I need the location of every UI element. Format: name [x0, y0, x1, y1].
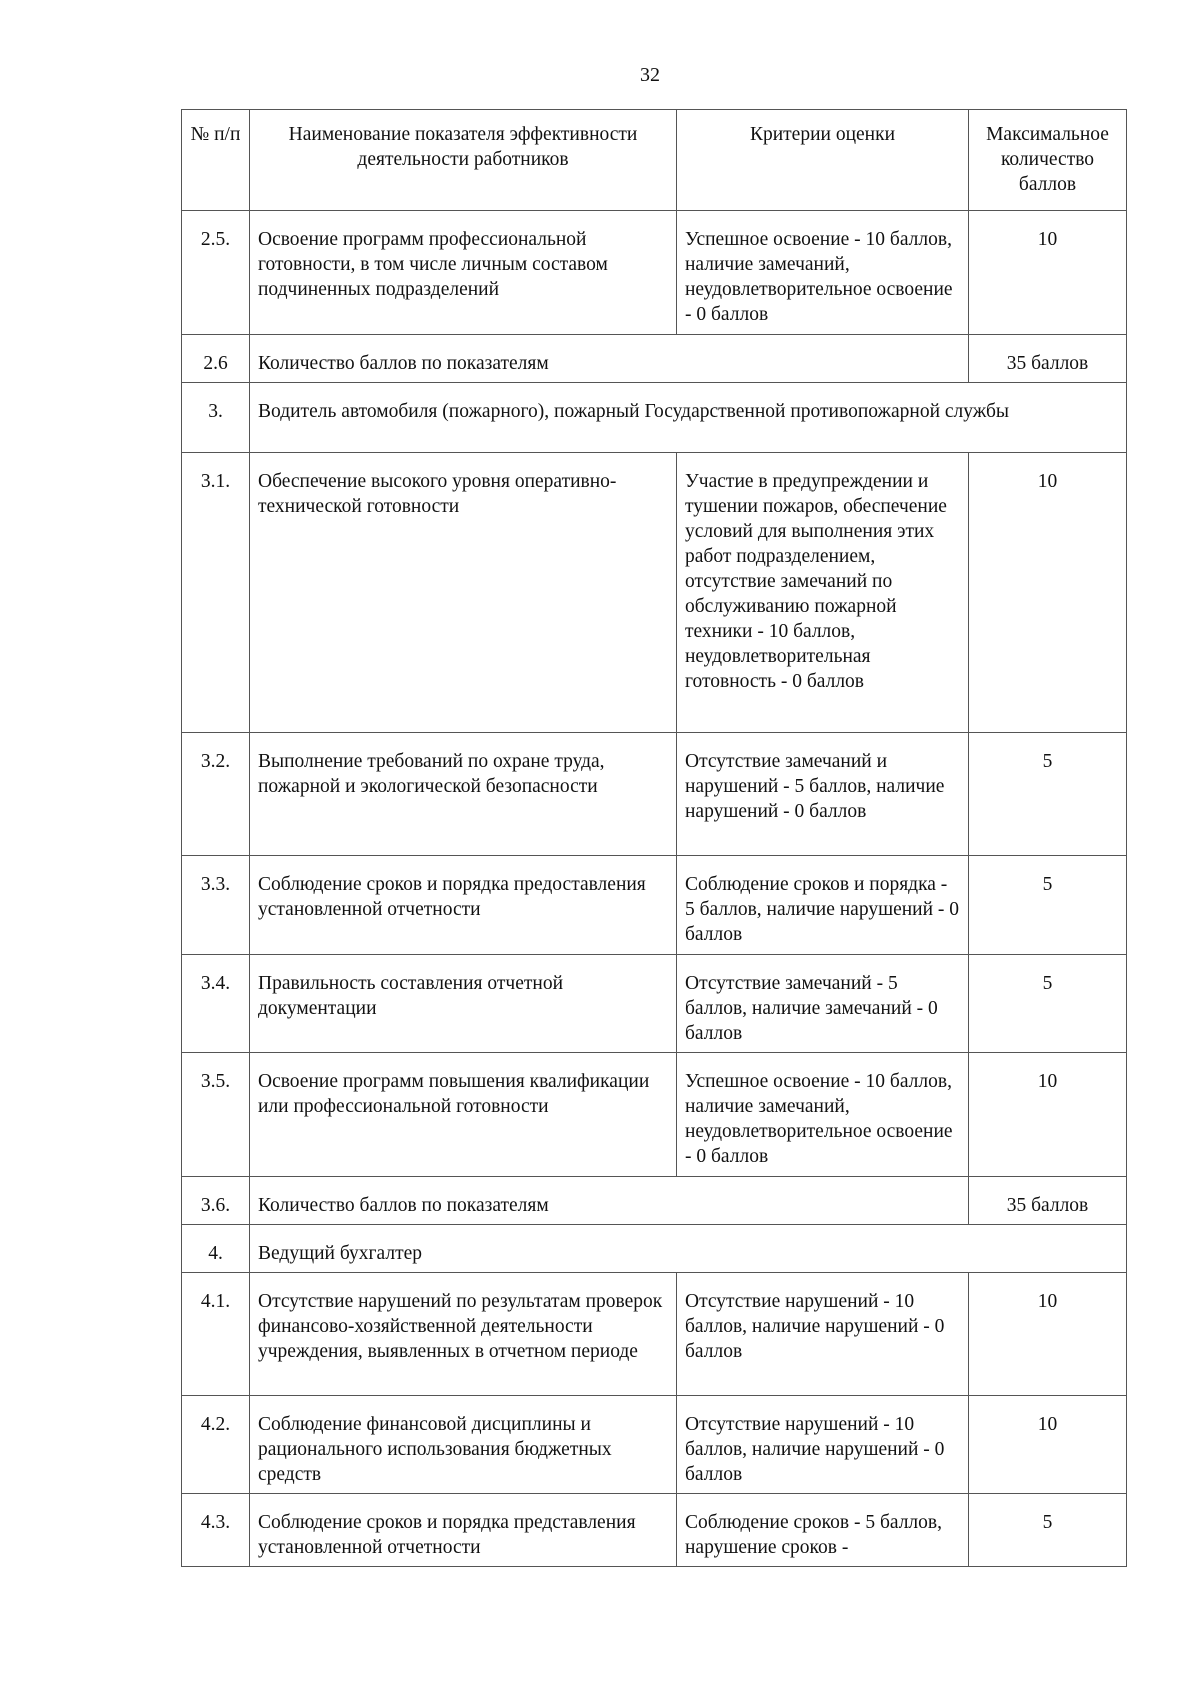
row-max: 5 — [969, 1494, 1127, 1567]
table-row — [182, 1053, 1127, 1177]
row-total-label: Количество баллов по показателям — [250, 335, 969, 383]
header-name: Наименование показателя эффективности деятельности работников — [250, 110, 677, 211]
row-name: Освоение программ профессиональной готовности, в том числе личным составом подчиненных подразделений — [250, 211, 677, 335]
row-name: Выполнение требований по охране труда, пожарной и экологической безопасности — [250, 733, 677, 856]
row-num: 2.6 — [182, 335, 250, 383]
row-num: 3.1. — [182, 453, 250, 733]
row-num: 3. — [182, 383, 250, 453]
row-criteria: Отсутствие нарушений - 10 баллов, наличие нарушений - 0 баллов — [677, 1396, 969, 1494]
table-section-row — [182, 1225, 1127, 1273]
row-max: 5 — [969, 955, 1127, 1053]
row-num: 3.3. — [182, 856, 250, 955]
header-num: № п/п — [182, 110, 250, 211]
row-num: 3.4. — [182, 955, 250, 1053]
row-criteria: Успешное освоение - 10 баллов, наличие замечаний, неудовлетворительное освоение - 0 баллов — [677, 1053, 969, 1177]
row-num: 3.2. — [182, 733, 250, 856]
row-total-label: Количество баллов по показателям — [250, 1177, 969, 1225]
row-criteria: Участие в предупреждении и тушении пожаров, обеспечение условий для выполнения этих работ подразделением, отсутствие замечаний по обслуживанию пожарной техники - 10 баллов, неудовлетворительная готовность - 0 баллов — [677, 453, 969, 733]
row-max: 10 — [969, 211, 1127, 335]
row-total-value: 35 баллов — [969, 1177, 1127, 1225]
row-name: Соблюдение сроков и порядка представления установленной отчетности — [250, 1494, 677, 1567]
section-title: Водитель автомобиля (пожарного), пожарный Государственной противопожарной службы — [250, 383, 1127, 453]
row-num: 4. — [182, 1225, 250, 1273]
table-section-row — [182, 383, 1127, 453]
row-name: Отсутствие нарушений по результатам проверок финансово-хозяйственной деятельности учреждения, выявленных в отчетном периоде — [250, 1273, 677, 1396]
row-name: Правильность составления отчетной документации — [250, 955, 677, 1053]
row-num: 3.6. — [182, 1177, 250, 1225]
table-total-row — [182, 1177, 1127, 1225]
page-number: 32 — [640, 64, 660, 86]
table-row — [182, 1494, 1127, 1567]
row-max: 5 — [969, 856, 1127, 955]
row-name: Соблюдение сроков и порядка предоставления установленной отчетности — [250, 856, 677, 955]
row-max: 10 — [969, 1273, 1127, 1396]
row-criteria: Отсутствие замечаний и нарушений - 5 баллов, наличие нарушений - 0 баллов — [677, 733, 969, 856]
table-total-row — [182, 335, 1127, 383]
table-header-row — [182, 110, 1127, 211]
row-num: 3.5. — [182, 1053, 250, 1177]
row-criteria: Соблюдение сроков - 5 баллов, нарушение сроков - — [677, 1494, 969, 1567]
header-max: Максимальное количество баллов — [969, 110, 1127, 211]
row-name: Освоение программ повышения квалификации или профессиональной готовности — [250, 1053, 677, 1177]
row-max: 5 — [969, 733, 1127, 856]
table-row — [182, 453, 1127, 733]
row-max: 10 — [969, 1396, 1127, 1494]
performance-criteria-table — [181, 109, 1127, 1567]
row-name: Обеспечение высокого уровня оперативно-технической готовности — [250, 453, 677, 733]
table-row — [182, 211, 1127, 335]
row-num: 4.2. — [182, 1396, 250, 1494]
row-criteria: Отсутствие нарушений - 10 баллов, наличие нарушений - 0 баллов — [677, 1273, 969, 1396]
row-criteria: Отсутствие замечаний - 5 баллов, наличие замечаний - 0 баллов — [677, 955, 969, 1053]
header-criteria: Критерии оценки — [677, 110, 969, 211]
table-row — [182, 955, 1127, 1053]
row-max: 10 — [969, 453, 1127, 733]
table-row — [182, 1396, 1127, 1494]
row-num: 4.3. — [182, 1494, 250, 1567]
table-row — [182, 856, 1127, 955]
row-num: 2.5. — [182, 211, 250, 335]
row-num: 4.1. — [182, 1273, 250, 1396]
row-name: Соблюдение финансовой дисциплины и рационального использования бюджетных средств — [250, 1396, 677, 1494]
row-max: 10 — [969, 1053, 1127, 1177]
row-criteria: Успешное освоение - 10 баллов, наличие замечаний, неудовлетворительное освоение - 0 баллов — [677, 211, 969, 335]
row-total-value: 35 баллов — [969, 335, 1127, 383]
table-row — [182, 733, 1127, 856]
table-row — [182, 1273, 1127, 1396]
row-criteria: Соблюдение сроков и порядка - 5 баллов, наличие нарушений - 0 баллов — [677, 856, 969, 955]
section-title: Ведущий бухгалтер — [250, 1225, 1127, 1273]
